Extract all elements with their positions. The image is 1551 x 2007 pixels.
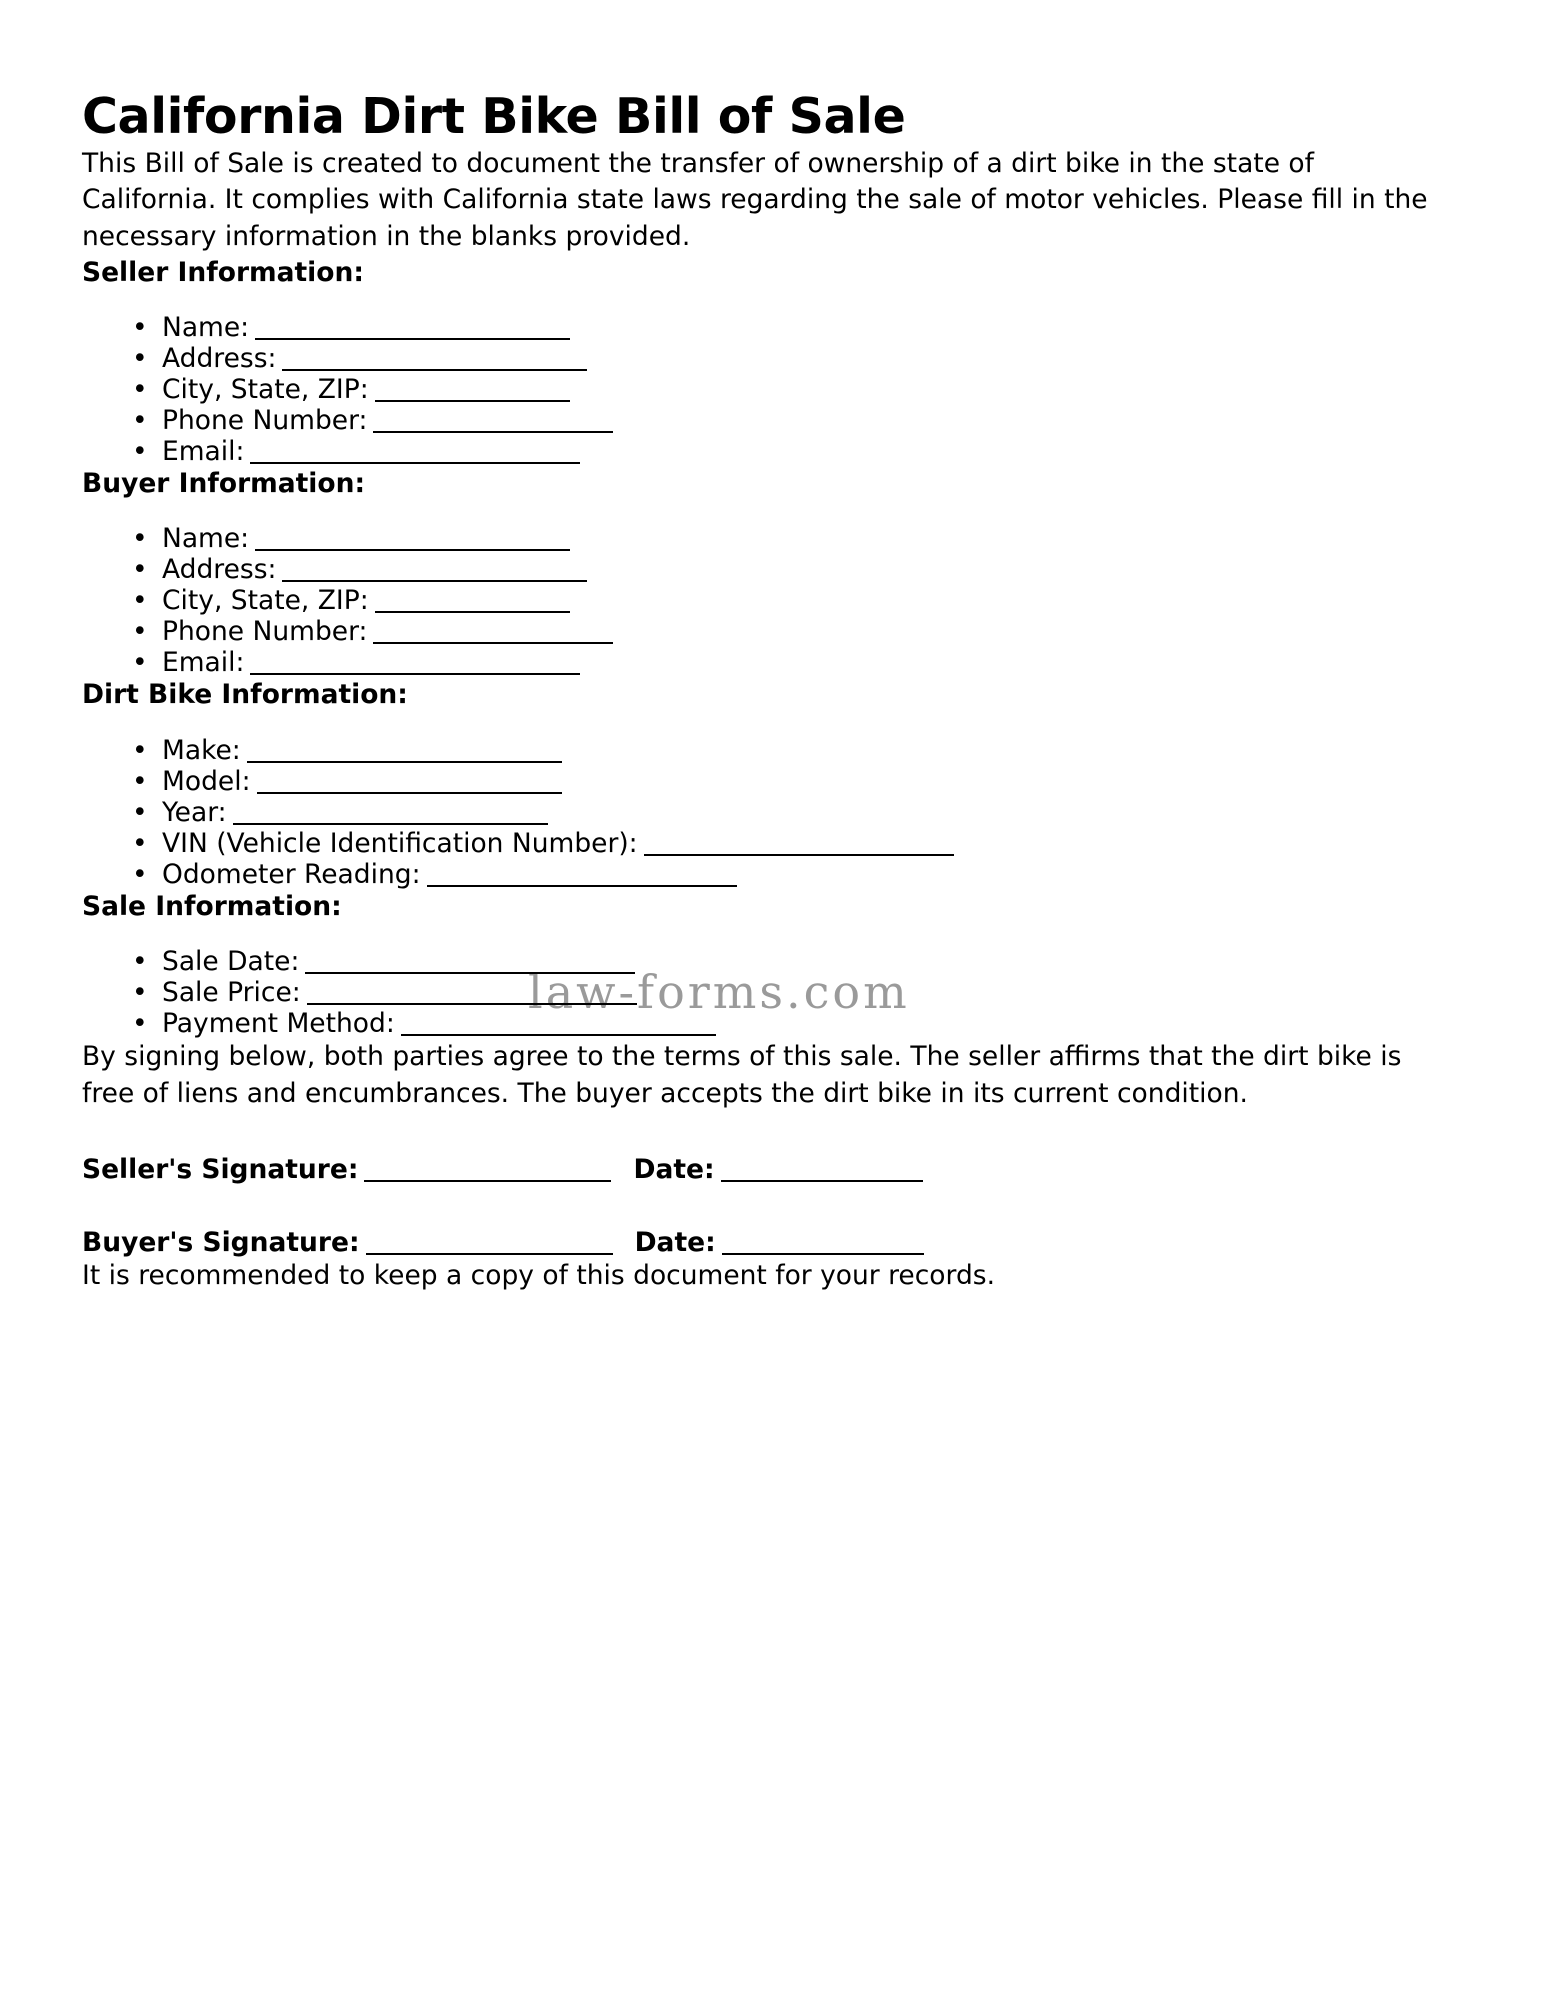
field-label: Make: <box>162 734 241 766</box>
fill-in-blank[interactable] <box>250 653 580 675</box>
field-label: Model: <box>162 765 251 797</box>
fill-in-blank[interactable] <box>282 560 587 582</box>
bullet-icon: • <box>132 858 148 890</box>
buyer-signature-label: Buyer's Signature: <box>82 1227 360 1259</box>
list-item <box>126 1008 1452 1039</box>
seller-signature-row <box>82 1154 1452 1185</box>
list-item <box>126 946 1452 977</box>
list-item <box>126 797 1452 828</box>
bullet-icon: • <box>132 647 148 679</box>
list-item <box>126 436 1452 467</box>
field-label: Payment Method: <box>162 1008 395 1040</box>
fill-in-blank[interactable] <box>644 834 954 856</box>
dirt-bike-field-list <box>82 735 1452 890</box>
list-item <box>126 374 1452 405</box>
list-item <box>126 977 1452 1008</box>
bullet-icon: • <box>132 523 148 555</box>
dirt-bike-section-heading: Dirt Bike Information: <box>82 679 408 711</box>
fill-in-blank[interactable] <box>307 983 637 1005</box>
document-content <box>82 88 1452 1295</box>
bullet-icon: • <box>132 342 148 374</box>
field-label: Phone Number: <box>162 616 368 648</box>
bullet-icon: • <box>132 977 148 1009</box>
bullet-icon: • <box>132 1008 148 1040</box>
list-item <box>126 343 1452 374</box>
fill-in-blank[interactable] <box>255 529 570 551</box>
fill-in-blank[interactable] <box>250 442 580 464</box>
field-label: Odometer Reading: <box>162 858 421 890</box>
fill-in-blank[interactable] <box>247 741 562 763</box>
fill-in-blank[interactable] <box>255 318 570 340</box>
fill-in-blank[interactable] <box>373 622 613 644</box>
list-item <box>126 766 1452 797</box>
list-item <box>126 616 1452 647</box>
field-label: Year: <box>162 796 227 828</box>
bullet-icon: • <box>132 765 148 797</box>
fill-in-blank[interactable] <box>305 952 635 974</box>
bullet-icon: • <box>132 373 148 405</box>
bullet-icon: • <box>132 616 148 648</box>
bullet-icon: • <box>132 946 148 978</box>
page-title: California Dirt Bike Bill of Sale <box>82 88 906 145</box>
buyer-field-list <box>82 523 1452 678</box>
fill-in-blank[interactable] <box>375 591 570 613</box>
list-item <box>126 554 1452 585</box>
bullet-icon: • <box>132 827 148 859</box>
bullet-icon: • <box>132 554 148 586</box>
fill-in-blank[interactable] <box>257 772 562 794</box>
fill-in-blank[interactable] <box>373 411 613 433</box>
footer-note: It is recommended to keep a copy of this document for your records. <box>82 1260 995 1292</box>
list-item <box>126 647 1452 678</box>
bullet-icon: • <box>132 734 148 766</box>
field-label: Name: <box>162 523 250 555</box>
site-watermark: law-forms.com <box>528 965 910 1019</box>
field-label: VIN (Vehicle Identification Number): <box>162 827 638 859</box>
seller-signature-blank[interactable] <box>364 1160 611 1182</box>
fill-in-blank[interactable] <box>282 349 587 371</box>
seller-date-label: Date: <box>633 1154 715 1186</box>
field-label: Sale Date: <box>162 946 300 978</box>
buyer-signature-row <box>82 1227 1452 1258</box>
list-item <box>126 312 1452 343</box>
sale-field-list <box>82 946 1452 1039</box>
buyer-date-blank[interactable] <box>722 1233 924 1255</box>
buyer-signature-blank[interactable] <box>366 1233 613 1255</box>
field-label: Email: <box>162 435 245 467</box>
sale-section-heading: Sale Information: <box>82 890 342 922</box>
buyer-date-label: Date: <box>634 1227 716 1259</box>
list-item <box>126 405 1452 436</box>
bullet-icon: • <box>132 585 148 617</box>
fill-in-blank[interactable] <box>375 380 570 402</box>
field-label: Address: <box>162 342 277 374</box>
seller-signature-label: Seller's Signature: <box>82 1154 359 1186</box>
list-item <box>126 828 1452 859</box>
field-label: City, State, ZIP: <box>162 585 369 617</box>
list-item <box>126 585 1452 616</box>
field-label: Sale Price: <box>162 977 301 1009</box>
fill-in-blank[interactable] <box>401 1014 716 1036</box>
buyer-section-heading: Buyer Information: <box>82 467 366 499</box>
fill-in-blank[interactable] <box>427 865 737 887</box>
list-item <box>126 523 1452 554</box>
intro-paragraph: This Bill of Sale is created to document the transfer of ownership of a dirt bike in the state of California. It complies with California state laws regarding the sale of motor vehicles. Please fill in the necessary information in the blanks provided. <box>82 147 1428 252</box>
fill-in-blank[interactable] <box>233 803 548 825</box>
bullet-icon: • <box>132 404 148 436</box>
seller-section-heading: Seller Information: <box>82 256 364 288</box>
field-label: Phone Number: <box>162 404 368 436</box>
list-item <box>126 859 1452 890</box>
field-label: Email: <box>162 647 245 679</box>
bullet-icon: • <box>132 435 148 467</box>
bullet-icon: • <box>132 311 148 343</box>
seller-field-list <box>82 312 1452 467</box>
list-item <box>126 735 1452 766</box>
field-label: City, State, ZIP: <box>162 373 369 405</box>
field-label: Name: <box>162 311 250 343</box>
bullet-icon: • <box>132 796 148 828</box>
closing-paragraph: By signing below, both parties agree to the terms of this sale. The seller affirms that the dirt bike is free of liens and encumbrances. The buyer accepts the dirt bike in its current condition. <box>82 1041 1402 1109</box>
seller-date-blank[interactable] <box>721 1160 923 1182</box>
field-label: Address: <box>162 554 277 586</box>
